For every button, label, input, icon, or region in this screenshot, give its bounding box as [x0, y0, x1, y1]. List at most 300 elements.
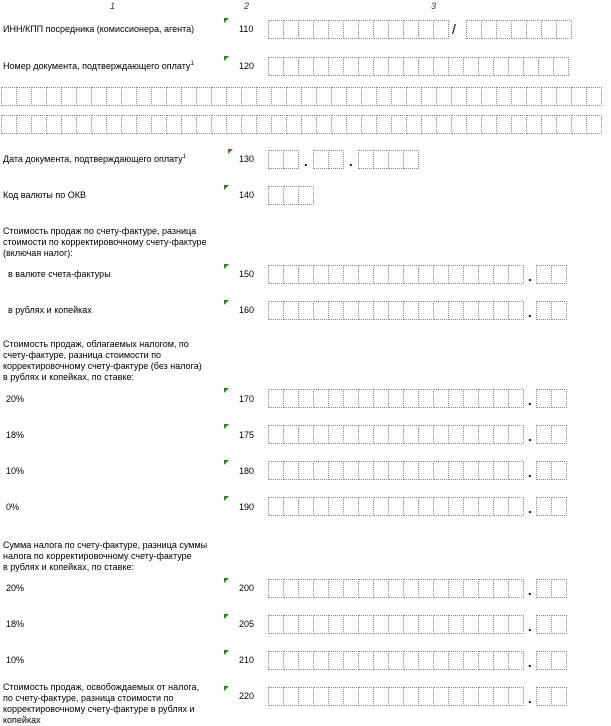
char-cell[interactable] [464, 497, 479, 516]
char-cell[interactable] [107, 115, 122, 134]
char-cell[interactable] [284, 687, 299, 706]
char-cell[interactable] [302, 115, 317, 134]
char-cell[interactable] [434, 461, 449, 480]
char-cell[interactable] [268, 687, 284, 706]
char-cell[interactable] [389, 425, 404, 444]
char-cell[interactable] [494, 615, 509, 634]
char-cell[interactable] [389, 651, 404, 670]
char-cell[interactable] [497, 87, 512, 106]
char-cell[interactable] [419, 579, 434, 598]
char-cell[interactable] [497, 20, 512, 39]
char-cell[interactable] [268, 20, 284, 39]
char-cell[interactable] [242, 115, 257, 134]
char-cell[interactable] [464, 389, 479, 408]
char-cell[interactable] [329, 687, 344, 706]
char-cell[interactable] [122, 115, 137, 134]
char-cell[interactable] [314, 615, 329, 634]
char-cell[interactable] [374, 150, 389, 169]
char-cell[interactable] [374, 651, 389, 670]
char-cell[interactable] [389, 461, 404, 480]
char-cell[interactable] [554, 57, 569, 76]
char-cell[interactable] [552, 615, 567, 634]
char-cell[interactable] [552, 687, 567, 706]
char-cell[interactable] [449, 57, 464, 76]
char-cell[interactable] [482, 20, 497, 39]
char-cell[interactable] [284, 57, 299, 76]
char-cell[interactable] [317, 115, 332, 134]
char-cell[interactable] [557, 20, 572, 39]
kpp-input[interactable] [466, 20, 572, 39]
char-cell[interactable] [314, 651, 329, 670]
char-cell[interactable] [347, 87, 362, 106]
char-cell[interactable] [344, 651, 359, 670]
char-cell[interactable] [434, 389, 449, 408]
char-cell[interactable] [268, 301, 284, 320]
char-cell[interactable] [314, 579, 329, 598]
char-cell[interactable] [494, 425, 509, 444]
char-cell[interactable] [268, 615, 284, 634]
char-cell[interactable] [479, 579, 494, 598]
char-cell[interactable] [332, 87, 347, 106]
char-cell[interactable] [449, 497, 464, 516]
char-cell[interactable] [437, 115, 452, 134]
char-cell[interactable] [434, 687, 449, 706]
char-cell[interactable] [314, 301, 329, 320]
char-cell[interactable] [314, 687, 329, 706]
char-cell[interactable] [479, 461, 494, 480]
char-cell[interactable] [512, 20, 527, 39]
char-cell[interactable] [359, 497, 374, 516]
char-cell[interactable] [374, 301, 389, 320]
char-cell[interactable] [359, 579, 374, 598]
char-cell[interactable] [509, 579, 524, 598]
char-cell[interactable] [268, 265, 284, 284]
char-cell[interactable] [464, 265, 479, 284]
char-cell[interactable] [479, 425, 494, 444]
char-cell[interactable] [404, 425, 419, 444]
char-cell[interactable] [268, 186, 284, 205]
char-cell[interactable] [374, 687, 389, 706]
char-cell[interactable] [122, 87, 137, 106]
char-cell[interactable] [449, 389, 464, 408]
char-cell[interactable] [509, 301, 524, 320]
char-cell[interactable] [1, 115, 17, 134]
char-cell[interactable] [467, 87, 482, 106]
char-cell[interactable] [329, 615, 344, 634]
char-cell[interactable] [377, 87, 392, 106]
char-cell[interactable] [268, 497, 284, 516]
char-cell[interactable] [284, 425, 299, 444]
char-cell[interactable] [392, 115, 407, 134]
doc-date-month-input[interactable] [313, 150, 344, 169]
char-cell[interactable] [494, 301, 509, 320]
char-cell[interactable] [494, 389, 509, 408]
char-cell[interactable] [268, 425, 284, 444]
char-cell[interactable] [449, 301, 464, 320]
char-cell[interactable] [329, 497, 344, 516]
char-cell[interactable] [552, 497, 567, 516]
char-cell[interactable] [419, 301, 434, 320]
char-cell[interactable] [419, 425, 434, 444]
char-cell[interactable] [557, 87, 572, 106]
char-cell[interactable] [479, 651, 494, 670]
char-cell[interactable] [284, 615, 299, 634]
tax-10-input[interactable] [268, 651, 524, 670]
char-cell[interactable] [197, 115, 212, 134]
char-cell[interactable] [344, 687, 359, 706]
char-cell[interactable] [536, 687, 552, 706]
char-cell[interactable] [92, 115, 107, 134]
char-cell[interactable] [479, 615, 494, 634]
char-cell[interactable] [329, 20, 344, 39]
char-cell[interactable] [419, 389, 434, 408]
char-cell[interactable] [359, 461, 374, 480]
char-cell[interactable] [287, 115, 302, 134]
char-cell[interactable] [344, 57, 359, 76]
char-cell[interactable] [299, 687, 314, 706]
char-cell[interactable] [268, 150, 284, 169]
char-cell[interactable] [62, 87, 77, 106]
char-cell[interactable] [449, 461, 464, 480]
char-cell[interactable] [299, 651, 314, 670]
rubles-input[interactable] [268, 301, 524, 320]
char-cell[interactable] [524, 57, 539, 76]
char-cell[interactable] [479, 57, 494, 76]
char-cell[interactable] [299, 497, 314, 516]
char-cell[interactable] [494, 651, 509, 670]
char-cell[interactable] [479, 497, 494, 516]
char-cell[interactable] [509, 615, 524, 634]
char-cell[interactable] [329, 425, 344, 444]
char-cell[interactable] [314, 497, 329, 516]
char-cell[interactable] [284, 150, 299, 169]
doc-date-day-input[interactable] [268, 150, 299, 169]
char-cell[interactable] [284, 389, 299, 408]
char-cell[interactable] [509, 389, 524, 408]
char-cell[interactable] [374, 20, 389, 39]
char-cell[interactable] [422, 87, 437, 106]
char-cell[interactable] [359, 265, 374, 284]
char-cell[interactable] [358, 150, 374, 169]
char-cell[interactable] [92, 87, 107, 106]
char-cell[interactable] [557, 115, 572, 134]
char-cell[interactable] [344, 615, 359, 634]
char-cell[interactable] [536, 389, 552, 408]
char-cell[interactable] [362, 87, 377, 106]
char-cell[interactable] [482, 87, 497, 106]
tax-18-input[interactable] [268, 615, 524, 634]
char-cell[interactable] [419, 615, 434, 634]
char-cell[interactable] [449, 651, 464, 670]
char-cell[interactable] [389, 687, 404, 706]
char-cell[interactable] [464, 57, 479, 76]
char-cell[interactable] [197, 87, 212, 106]
char-cell[interactable] [389, 20, 404, 39]
char-cell[interactable] [434, 20, 449, 39]
char-cell[interactable] [284, 461, 299, 480]
char-cell[interactable] [374, 265, 389, 284]
char-cell[interactable] [362, 115, 377, 134]
char-cell[interactable] [509, 425, 524, 444]
taxable-18-kop-input[interactable] [536, 425, 567, 444]
char-cell[interactable] [449, 579, 464, 598]
char-cell[interactable] [509, 497, 524, 516]
char-cell[interactable] [344, 579, 359, 598]
char-cell[interactable] [404, 150, 419, 169]
char-cell[interactable] [449, 687, 464, 706]
char-cell[interactable] [299, 265, 314, 284]
char-cell[interactable] [587, 115, 602, 134]
char-cell[interactable] [47, 115, 62, 134]
char-cell[interactable] [212, 115, 227, 134]
char-cell[interactable] [329, 461, 344, 480]
char-cell[interactable] [434, 579, 449, 598]
tax-18-kop-input[interactable] [536, 615, 567, 634]
char-cell[interactable] [392, 87, 407, 106]
char-cell[interactable] [299, 186, 314, 205]
char-cell[interactable] [434, 425, 449, 444]
char-cell[interactable] [389, 57, 404, 76]
char-cell[interactable] [374, 389, 389, 408]
char-cell[interactable] [77, 87, 92, 106]
char-cell[interactable] [389, 265, 404, 284]
char-cell[interactable] [404, 461, 419, 480]
taxable-0-kop-input[interactable] [536, 497, 567, 516]
char-cell[interactable] [536, 615, 552, 634]
char-cell[interactable] [284, 20, 299, 39]
tax-20-kop-input[interactable] [536, 579, 567, 598]
char-cell[interactable] [494, 461, 509, 480]
char-cell[interactable] [464, 651, 479, 670]
char-cell[interactable] [374, 615, 389, 634]
char-cell[interactable] [299, 425, 314, 444]
char-cell[interactable] [389, 497, 404, 516]
char-cell[interactable] [137, 87, 152, 106]
char-cell[interactable] [284, 186, 299, 205]
char-cell[interactable] [389, 150, 404, 169]
char-cell[interactable] [494, 497, 509, 516]
char-cell[interactable] [494, 265, 509, 284]
char-cell[interactable] [374, 57, 389, 76]
char-cell[interactable] [344, 20, 359, 39]
char-cell[interactable] [542, 115, 557, 134]
char-cell[interactable] [552, 425, 567, 444]
char-cell[interactable] [212, 87, 227, 106]
invoice-currency-kop-input[interactable] [536, 265, 567, 284]
char-cell[interactable] [359, 389, 374, 408]
char-cell[interactable] [167, 115, 182, 134]
taxable-10-kop-input[interactable] [536, 461, 567, 480]
char-cell[interactable] [434, 615, 449, 634]
char-cell[interactable] [359, 301, 374, 320]
char-cell[interactable] [536, 265, 552, 284]
char-cell[interactable] [344, 461, 359, 480]
taxable-0-input[interactable] [268, 497, 524, 516]
exempt-sales-input[interactable] [268, 687, 524, 706]
char-cell[interactable] [62, 115, 77, 134]
char-cell[interactable] [479, 687, 494, 706]
char-cell[interactable] [434, 651, 449, 670]
char-cell[interactable] [152, 87, 167, 106]
char-cell[interactable] [452, 87, 467, 106]
char-cell[interactable] [1, 87, 17, 106]
char-cell[interactable] [552, 265, 567, 284]
char-cell[interactable] [299, 20, 314, 39]
char-cell[interactable] [329, 651, 344, 670]
char-cell[interactable] [464, 301, 479, 320]
char-cell[interactable] [509, 265, 524, 284]
char-cell[interactable] [374, 461, 389, 480]
char-cell[interactable] [404, 615, 419, 634]
char-cell[interactable] [299, 615, 314, 634]
okv-input[interactable] [268, 186, 314, 205]
char-cell[interactable] [434, 497, 449, 516]
char-cell[interactable] [407, 87, 422, 106]
char-cell[interactable] [572, 87, 587, 106]
char-cell[interactable] [329, 265, 344, 284]
char-cell[interactable] [137, 115, 152, 134]
char-cell[interactable] [182, 115, 197, 134]
char-cell[interactable] [464, 425, 479, 444]
char-cell[interactable] [32, 115, 47, 134]
char-cell[interactable] [434, 57, 449, 76]
char-cell[interactable] [314, 389, 329, 408]
char-cell[interactable] [527, 115, 542, 134]
char-cell[interactable] [464, 579, 479, 598]
char-cell[interactable] [467, 115, 482, 134]
char-cell[interactable] [272, 115, 287, 134]
char-cell[interactable] [284, 651, 299, 670]
char-cell[interactable] [479, 389, 494, 408]
char-cell[interactable] [479, 265, 494, 284]
char-cell[interactable] [332, 115, 347, 134]
char-cell[interactable] [512, 87, 527, 106]
char-cell[interactable] [299, 301, 314, 320]
taxable-20-input[interactable] [268, 389, 524, 408]
char-cell[interactable] [419, 461, 434, 480]
char-cell[interactable] [314, 425, 329, 444]
char-cell[interactable] [344, 265, 359, 284]
char-cell[interactable] [317, 87, 332, 106]
char-cell[interactable] [552, 461, 567, 480]
char-cell[interactable] [509, 461, 524, 480]
char-cell[interactable] [374, 497, 389, 516]
char-cell[interactable] [552, 651, 567, 670]
char-cell[interactable] [227, 115, 242, 134]
char-cell[interactable] [344, 301, 359, 320]
char-cell[interactable] [404, 301, 419, 320]
char-cell[interactable] [434, 265, 449, 284]
char-cell[interactable] [257, 115, 272, 134]
char-cell[interactable] [464, 461, 479, 480]
char-cell[interactable] [449, 265, 464, 284]
char-cell[interactable] [314, 265, 329, 284]
char-cell[interactable] [299, 579, 314, 598]
char-cell[interactable] [479, 301, 494, 320]
char-cell[interactable] [359, 687, 374, 706]
char-cell[interactable] [374, 425, 389, 444]
char-cell[interactable] [404, 579, 419, 598]
taxable-18-input[interactable] [268, 425, 524, 444]
doc-date-year-input[interactable] [358, 150, 419, 169]
char-cell[interactable] [268, 579, 284, 598]
char-cell[interactable] [344, 389, 359, 408]
char-cell[interactable] [329, 389, 344, 408]
char-cell[interactable] [434, 301, 449, 320]
char-cell[interactable] [527, 87, 542, 106]
char-cell[interactable] [389, 579, 404, 598]
char-cell[interactable] [77, 115, 92, 134]
char-cell[interactable] [299, 389, 314, 408]
char-cell[interactable] [419, 497, 434, 516]
char-cell[interactable] [452, 115, 467, 134]
doc-number-input-line-1[interactable] [268, 57, 569, 76]
char-cell[interactable] [344, 497, 359, 516]
char-cell[interactable] [268, 461, 284, 480]
char-cell[interactable] [329, 150, 344, 169]
char-cell[interactable] [389, 389, 404, 408]
char-cell[interactable] [284, 579, 299, 598]
char-cell[interactable] [542, 20, 557, 39]
char-cell[interactable] [17, 87, 32, 106]
rubles-kop-input[interactable] [536, 301, 567, 320]
char-cell[interactable] [422, 115, 437, 134]
char-cell[interactable] [257, 87, 272, 106]
char-cell[interactable] [359, 20, 374, 39]
char-cell[interactable] [347, 115, 362, 134]
char-cell[interactable] [268, 389, 284, 408]
char-cell[interactable] [299, 57, 314, 76]
char-cell[interactable] [329, 301, 344, 320]
char-cell[interactable] [284, 497, 299, 516]
char-cell[interactable] [404, 497, 419, 516]
doc-number-input-line-3[interactable] [1, 115, 602, 134]
char-cell[interactable] [494, 57, 509, 76]
char-cell[interactable] [313, 150, 329, 169]
char-cell[interactable] [287, 87, 302, 106]
char-cell[interactable] [437, 87, 452, 106]
tax-10-kop-input[interactable] [536, 651, 567, 670]
char-cell[interactable] [404, 687, 419, 706]
char-cell[interactable] [284, 301, 299, 320]
char-cell[interactable] [344, 425, 359, 444]
char-cell[interactable] [449, 425, 464, 444]
char-cell[interactable] [494, 687, 509, 706]
char-cell[interactable] [536, 497, 552, 516]
char-cell[interactable] [47, 87, 62, 106]
exempt-sales-kop-input[interactable] [536, 687, 567, 706]
char-cell[interactable] [419, 687, 434, 706]
char-cell[interactable] [299, 461, 314, 480]
char-cell[interactable] [419, 57, 434, 76]
taxable-10-input[interactable] [268, 461, 524, 480]
char-cell[interactable] [359, 615, 374, 634]
char-cell[interactable] [182, 87, 197, 106]
inn-input[interactable] [268, 20, 449, 39]
char-cell[interactable] [512, 115, 527, 134]
char-cell[interactable] [464, 687, 479, 706]
char-cell[interactable] [509, 687, 524, 706]
char-cell[interactable] [419, 20, 434, 39]
char-cell[interactable] [329, 57, 344, 76]
char-cell[interactable] [552, 579, 567, 598]
char-cell[interactable] [536, 301, 552, 320]
char-cell[interactable] [152, 115, 167, 134]
char-cell[interactable] [552, 301, 567, 320]
char-cell[interactable] [407, 115, 422, 134]
char-cell[interactable] [552, 389, 567, 408]
char-cell[interactable] [314, 461, 329, 480]
